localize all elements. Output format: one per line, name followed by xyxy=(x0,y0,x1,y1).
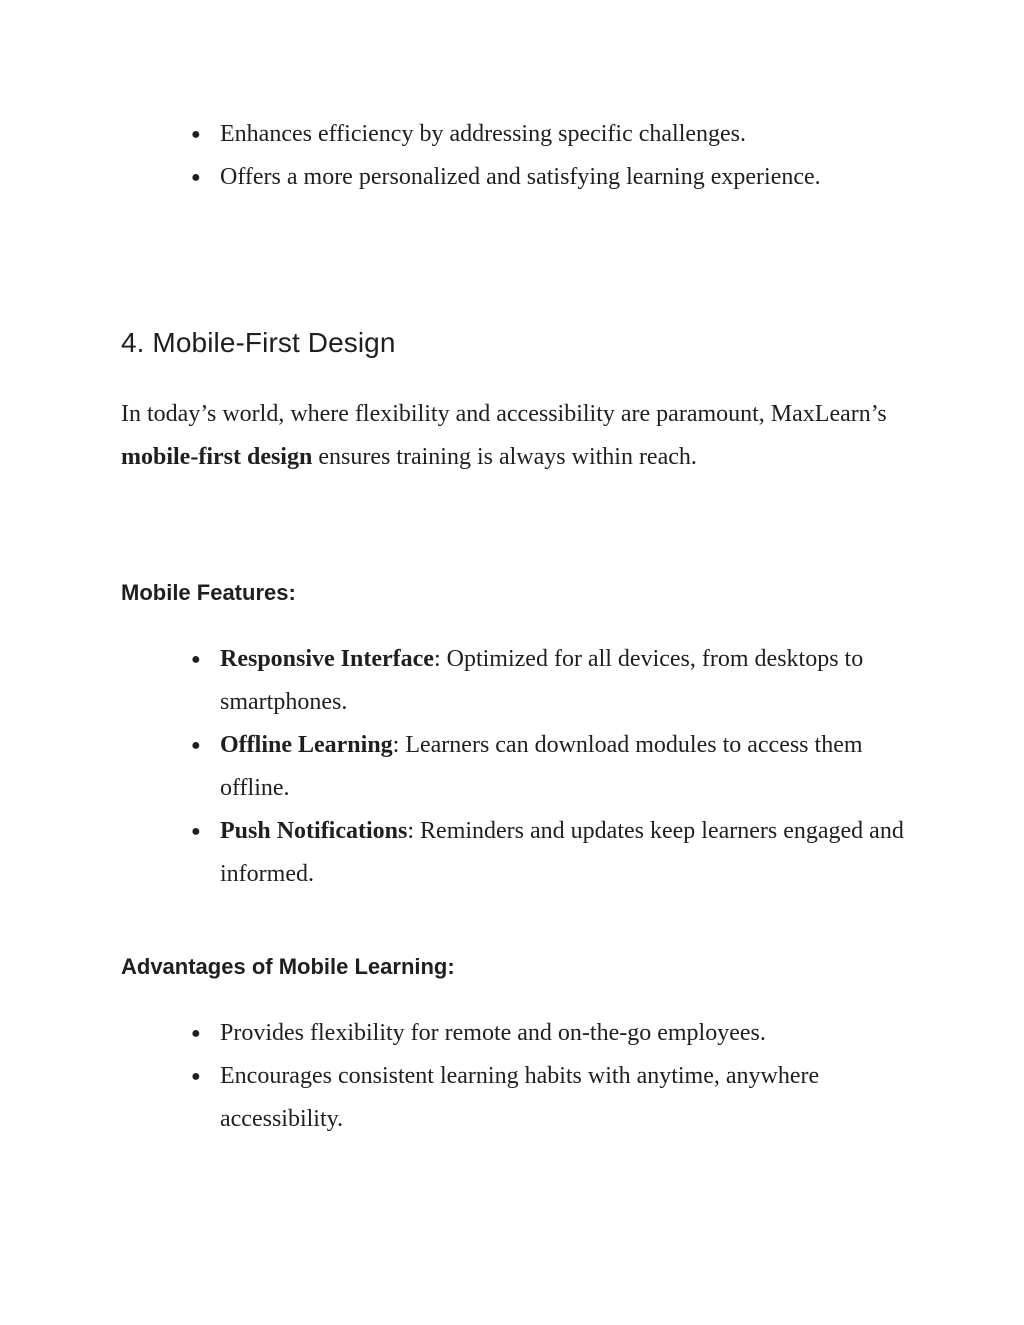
bullet-icon: ● xyxy=(191,1025,201,1042)
list-item xyxy=(191,724,920,810)
list-item-text: Offers a more personalized and satisfying learning experience. xyxy=(220,164,821,190)
list-item xyxy=(191,810,920,896)
list-item-text: Provides flexibility for remote and on-the-go employees. xyxy=(220,1020,766,1046)
bullet-icon: ● xyxy=(191,126,201,143)
bullet-icon: ● xyxy=(191,651,201,668)
section-paragraph xyxy=(121,393,901,479)
feature-term: Push Notifications xyxy=(220,818,408,844)
list-item xyxy=(191,1012,860,1055)
list-item xyxy=(191,156,840,199)
feature-description: : Optimized for all devices, from desktops to smartphones. xyxy=(220,646,864,715)
list-item xyxy=(191,1055,860,1141)
intro-bullet-list xyxy=(191,113,840,199)
advantages-bullet-list xyxy=(191,1012,860,1141)
paragraph-text-start: In today’s world, where flexibility and accessibility are paramount, MaxLearn’s xyxy=(121,401,887,427)
feature-term: Offline Learning xyxy=(220,732,393,758)
features-bullet-list xyxy=(191,638,920,896)
paragraph-bold-term: mobile-first design xyxy=(121,444,313,470)
bullet-icon: ● xyxy=(191,169,201,186)
bullet-icon: ● xyxy=(191,737,201,754)
advantages-heading: Advantages of Mobile Learning: xyxy=(121,954,455,979)
section-heading: 4. Mobile-First Design xyxy=(121,327,396,358)
feature-term: Responsive Interface xyxy=(220,646,434,672)
feature-description: : Learners can download modules to access them offline. xyxy=(220,732,863,801)
list-item-text: Encourages consistent learning habits with anytime, anywhere accessibility. xyxy=(220,1063,820,1132)
list-item-text: Enhances efficiency by addressing specific challenges. xyxy=(220,121,747,147)
feature-description: : Reminders and updates keep learners engaged and informed. xyxy=(220,818,904,887)
list-item xyxy=(191,113,840,156)
bullet-icon: ● xyxy=(191,1068,201,1085)
features-heading: Mobile Features: xyxy=(121,580,296,605)
paragraph-text-end: ensures training is always within reach. xyxy=(312,444,697,470)
list-item xyxy=(191,638,920,724)
bullet-icon: ● xyxy=(191,823,201,840)
